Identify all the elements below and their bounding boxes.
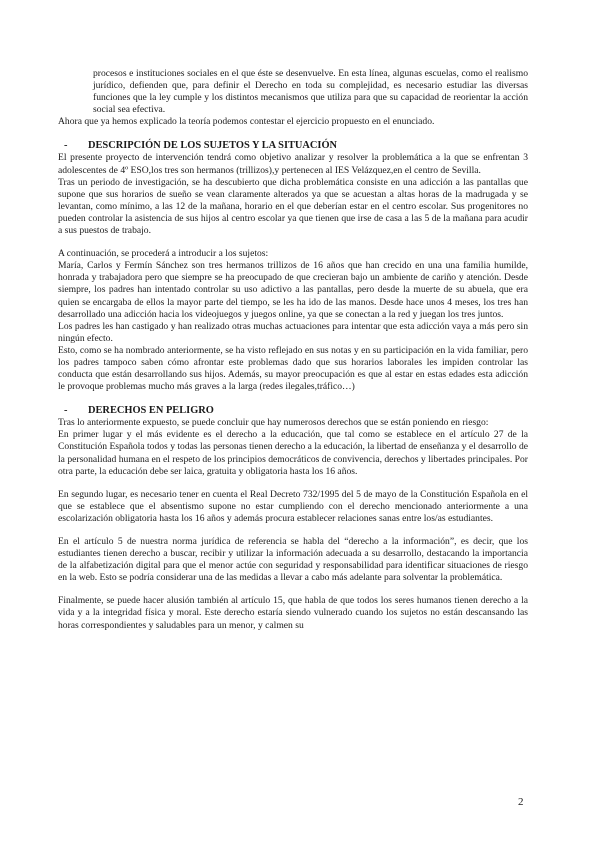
subjects-paragraph: A continuación, se procederá a introducir a los sujetos: [58,248,269,260]
heading-title: DERECHOS EN PELIGRO [88,405,214,417]
subjects-paragraph: El presente proyecto de intervención tendrá como objetivo analizar y resolver la problemática a la que se enfrentan 3 adolescentes de 4º ESO,los tres son hermanos (trillizos),y pertenecen al IES Velázquez,en el centro de Sevilla. [58,152,528,176]
section-heading-subjects [58,139,528,152]
document-body [58,68,528,632]
rights-paragraph: En primer lugar y el más evidente es el derecho a la educación, que tal como se establece en el artículo 27 de la Constitución Española todos y todas las personas tienen derecho a la educación, la libertad de enseñanza y el desarrollo de la personalidad humana en el respeto de los principios democráticos de convivencia, derechos y libertades principales. Por otra parte, la educación debe ser laica, gratuita y obligatoria hasta los 16 años. [58,429,528,477]
rights-paragraph: En segundo lugar, es necesario tener en cuenta el Real Decreto 732/1995 del 5 de mayo de la Constitución Española en el que se establece que el absentismo supone no estar cumpliendo con el derecho mencionado anteriormente a una escolarización obligatoria hasta los 16 años y además procura establecer relaciones sanas entre los/as estudiantes. [58,488,528,524]
page-number: 2 [518,796,524,808]
intro-closing: Ahora que ya hemos explicado la teoría podemos contestar el ejercicio propuesto en el enunciado. [58,116,435,128]
subjects-paragraph: Esto, como se ha nombrado anteriormente, se ha visto reflejado en sus notas y en su participación en la vida familiar, pero los padres tampoco saben cómo afrontar este problemas dado que sus horarios laborales les impiden controlar las conducta que están desarrollando sus hijos. Además, su mayor preocupación es que al estar en estas edades esta adicción le provoque problemas mucho más graves a la larga (redes ilegales,tráfico…) [58,344,528,393]
rights-paragraph: Finalmente, se puede hacer alusión también al artículo 15, que habla de que todos los seres humanos tienen derecho a la vida y a la integridad física y moral. Este derecho estaría siendo vulnerado cuando los sujetos no están descansando las horas correspondientes y saludables para un menor, y calmen su [58,595,528,631]
heading-bullet: - [64,405,68,417]
heading-bullet: - [64,140,68,152]
rights-paragraph: En el artículo 5 de nuestra norma jurídica de referencia se habla del “derecho a la información”, es decir, que los estudiantes tienen derecho a buscar, recibir y utilizar la información adecuada a su desarrollo, destacando la importancia de la alfabetización digital para que el menor actúe con seguridad y responsabilidad para identificar situaciones de riesgo en la web. Esto se podría considerar una de las medidas a llevar a cabo más adelante para solventar la problemática. [58,536,528,584]
subjects-paragraph: María, Carlos y Fermín Sánchez son tres hermanos trillizos de 16 años que han crecido en una una familia humilde, honrada y trabajadora pero que siempre se ha preocupado de que crecieran bajo un ambiente de cariño y atención. Desde siempre, los padres han intentado controlar su uso adictivo a las pantallas, pero desde la muerte de su abuela, que era quien se encargaba de ellos la mayor parte del tiempo, se les ha ido de las manos. Desde hace unos 4 meses, los tres han desarrollado una adicción hacia los videojuegos y juegos online, ya que se conectan a la red y juegan los tres juntos. [58,260,528,320]
heading-title: DESCRIPCIÓN DE LOS SUJETOS Y LA SITUACIÓN [88,140,338,152]
section-heading-rights [58,404,528,417]
subjects-paragraph: Tras un periodo de investigación, se ha descubierto que dicha problemática consiste en una adicción a las pantallas que supone que sus horarios de sueño se vean claramente alterados ya que se acuestan a altas horas de la madrugada y se levantan, como mínimo, a las 12 de la mañana, horario en el que deberían estar en el centro escolar. Sus progenitores no pueden controlar la asistencia de sus hijos al centro escolar ya que tienen que irse de casa a las 5 de la mañana para acudir a sus puestos de trabajo. [58,176,528,237]
intro-paragraph: procesos e instituciones sociales en el que éste se desenvuelve. En esta línea, algunas escuelas, como el realismo jurídico, defienden que, para definir el Derecho en toda su complejidad, es necesario estudiar las diversas funciones que la ley cumple y los distintos mecanismos que utiliza para que su capacidad de reorientar la acción social sea efectiva. [93,68,528,116]
subjects-paragraph: Los padres les han castigado y han realizado otras muchas actuaciones para intentar que esta adicción vaya a más pero sin ningún efecto. [58,320,528,344]
rights-paragraph: Tras lo anteriormente expuesto, se puede concluir que hay numerosos derechos que se están poniendo en riesgo: [58,417,489,429]
